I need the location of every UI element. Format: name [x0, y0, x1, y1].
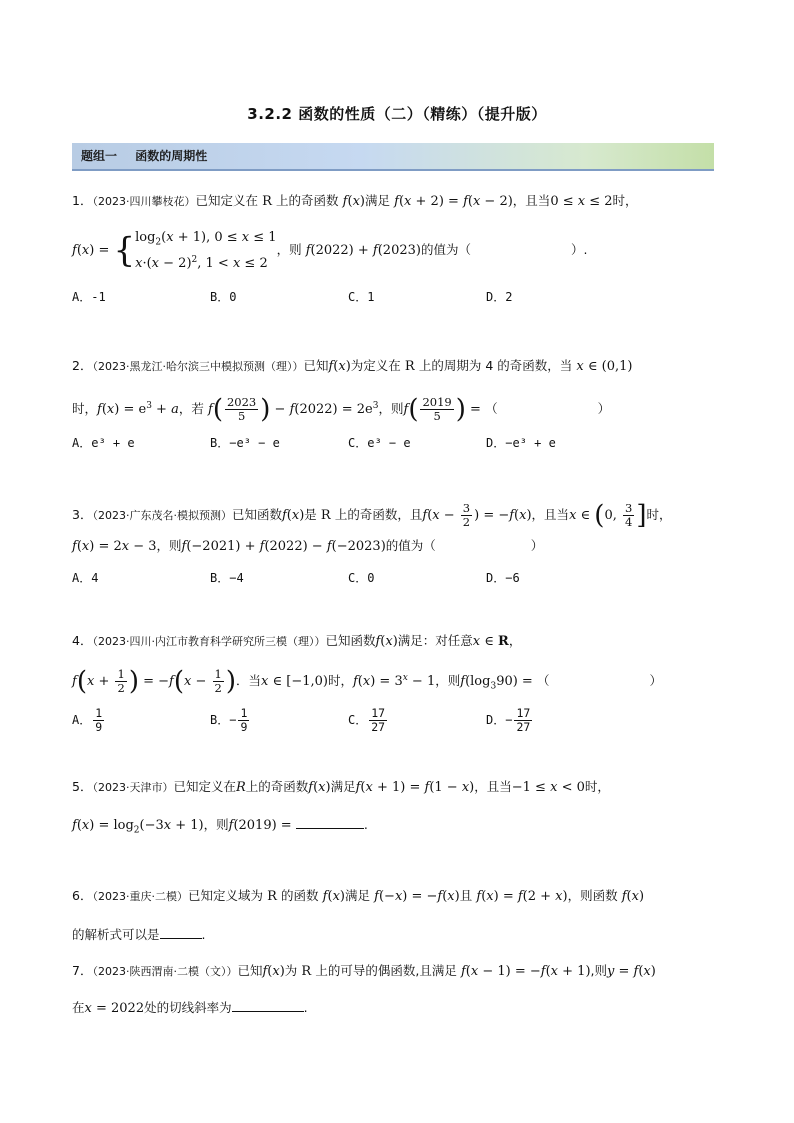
section-label: 题组一 — [81, 149, 118, 163]
question-4-option-d: D．− $\frac{17}{27}$ — [486, 706, 531, 734]
question-2-option-a: A．e³ + e — [72, 436, 135, 450]
question-2-option-c: C．e³ − e — [348, 436, 411, 450]
page-title: 3.2.2 函数的性质（二）（精练）（提升版） — [247, 105, 547, 123]
question-3-option-c: C．0 — [348, 571, 375, 585]
section-header — [72, 143, 714, 171]
question-7-stem: 7．（2023·陕西渭南·二模（文））已知f(x)为 R 上的可导的偶函数,且满足 f(x − 1) = −f(x + 1),则y = f(x) — [72, 963, 656, 979]
question-1-option-a: A．-1 — [72, 290, 106, 304]
question-5-stem: 5．（2023·天津市）已知定义在R上的奇函数f(x)满足f(x + 1) = f(1 − x)，且当−1 ≤ x < 0时， — [72, 779, 610, 795]
answer-blank — [296, 814, 364, 829]
question-6-stem: 6．（2023·重庆·二模）已知定义域为 R 的函数 f(x)满足 f(−x) = −f(x)且 f(x) = f(2 + x)，则函数 f(x) — [72, 888, 645, 904]
question-1-option-d: D．2 — [486, 290, 513, 304]
question-3-option-a: A．4 — [72, 571, 99, 585]
question-1-formula: f(x) = { $\log_2(x + 1)$, 0 ≤ x ≤ 1 $x\cdot(x - 2)^2$, 1 < x ≤ 2 ，则 f(2022) + f(2023)的值为（ ）. — [72, 230, 588, 272]
answer-blank — [232, 997, 304, 1012]
question-5-formula: $f(x) = \log_2(-3x + 1)$，则f(2019) = . — [72, 814, 368, 841]
answer-blank — [160, 924, 202, 939]
question-4-option-a: A． $\frac{1}{9}$ — [72, 706, 103, 734]
question-2-stem: 2．（2023·黑龙江·哈尔滨三中模拟预测（理））已知f(x)为定义在 R 上的周期为 4 的奇函数，当 x ∈ (0,1) — [72, 358, 633, 374]
question-3-stem: 3．（2023·广东茂名·模拟预测）已知函数f(x)是 R 上的奇函数，且f(x − $\frac{3}{2}$ ) = −f(x)，且当x ∈ (0, $\frac{3}{4}$ ]时， — [72, 500, 672, 531]
question-4-stem: 4．（2023·四川·内江市教育科学研究所三模（理））已知函数f(x)满足：对任意x ∈ R， — [72, 633, 522, 649]
question-3-option-d: D．−6 — [486, 571, 520, 585]
question-4-option-b: B．− $\frac{1}{9}$ — [210, 706, 248, 734]
question-4-option-c: C． $\frac{17}{27}$ — [348, 706, 386, 734]
section-name: 函数的周期性 — [135, 149, 208, 163]
question-6-line-2: 的解析式可以是 . — [72, 924, 206, 945]
question-3-option-b: B．−4 — [210, 571, 244, 585]
question-1-option-b: B．0 — [210, 290, 237, 304]
question-7-line-2: 在x = 2022处的切线斜率为 . — [72, 997, 308, 1019]
question-1-stem: 1．（2023·四川攀枝花）已知定义在 R 上的奇函数 f(x)满足 f(x + 2) = f(x − 2)，且当0 ≤ x ≤ 2时， — [72, 193, 638, 209]
question-3-formula: f(x) = 2x − 3，则f(−2021) + f(2022) − f(−2023)的值为（ ） — [72, 538, 544, 554]
question-2-option-b: B．−e³ − e — [210, 436, 280, 450]
question-2-formula: 时，$f(x) = e^3 + a$，若 f( $\frac{2023}{5}$ ) − $f(2022) = 2e^3$，则f( $\frac{2019}{5}$ ) = （ ） — [72, 394, 611, 425]
question-4-formula: f(x + $\frac{1}{2}$ ) = −f(x − $\frac{1}{2}$ )．当x ∈ [−1,0)时，$f(x) = 3^x - 1$，则$f(\log_390)$ = （ ） — [72, 666, 662, 697]
question-2-option-d: D．−e³ + e — [486, 436, 556, 450]
question-1-option-c: C．1 — [348, 290, 375, 304]
